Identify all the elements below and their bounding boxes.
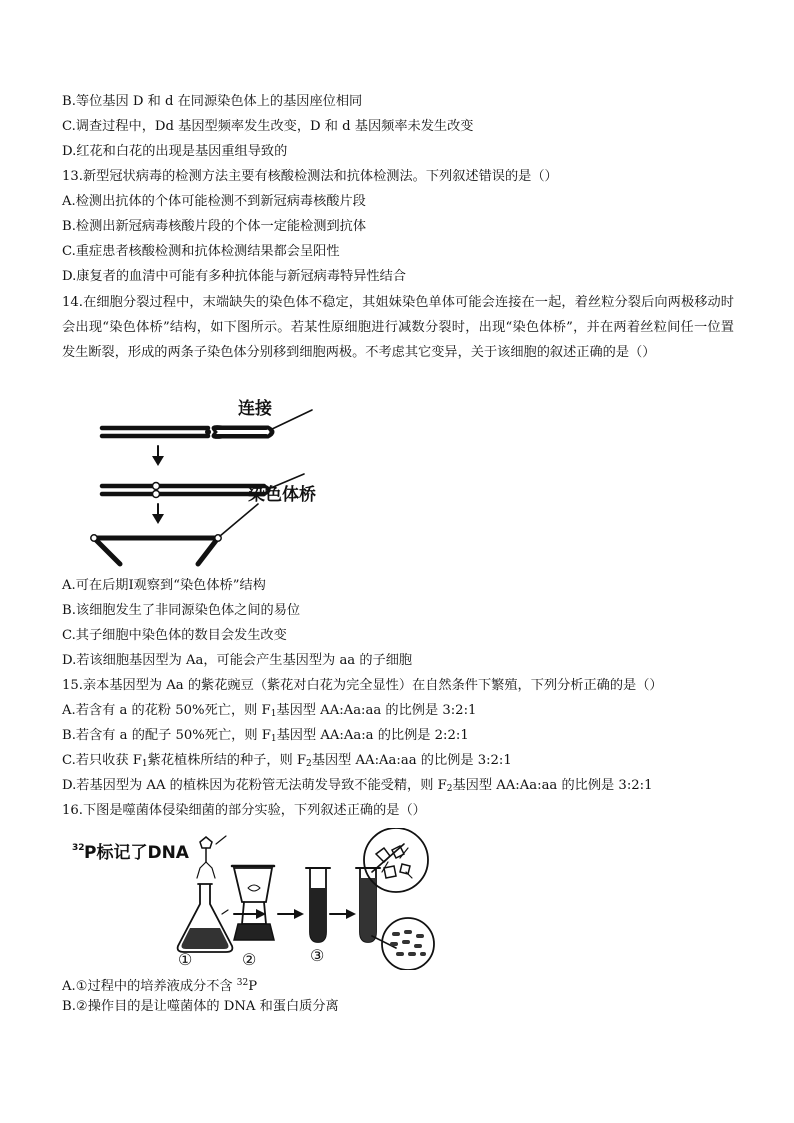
- label-chromosome-bridge: 染色体桥: [248, 485, 316, 505]
- q13-option-c: C.重症患者核酸检测和抗体检测结果都会呈阳性: [62, 244, 340, 259]
- q12-option-b: B.等位基因 D 和 d 在同源染色体上的基因座位相同: [62, 94, 363, 109]
- q13-option-d: D.康复者的血清中可能有多种抗体能与新冠病毒特异性结合: [62, 269, 406, 284]
- chromosome-bridge-figure: [88, 392, 348, 572]
- q12-option-d: D.红花和白花的出现是基因重组导致的: [62, 144, 288, 159]
- q15-option-a: A.若含有 a 的花粉 50%死亡，则 $F_1$基因型 AA:Aa:aa 的比例是 3:2:1: [62, 703, 477, 719]
- q14-option-a: A.可在后期Ⅰ观察到“染色体桥”结构: [62, 578, 266, 593]
- q15-option-b: B.若含有 a 的配子 50%死亡，则 $F_1$基因型 AA:Aa:a 的比例是 2:2:1: [62, 728, 469, 744]
- q14-option-d: D.若该细胞基因型为 Aa，可能会产生基因型为 aa 的子细胞: [62, 653, 413, 668]
- q15-option-d: D.若基因型为 AA 的植株因为花粉管无法萌发导致不能受精，则 $F_2$基因型 AA:Aa:aa 的比例是 3:2:1: [62, 778, 653, 794]
- q14-stem: 14.在细胞分裂过程中，末端缺失的染色体不稳定，其姐妹染色单体可能会连接在一起，着丝粒分裂后向两极移动时会出现“染色体桥”结构，如下图所示。若某性原细胞进行减数分裂时，出现“染色体桥”，并在两着丝粒间任一位置发生断裂，形成的两条子染色体分别移到细胞两极。不考虑其它变异，关于该细胞的叙述正确的是（）: [62, 295, 734, 360]
- q13-stem: 13.新型冠状病毒的检测方法主要有核酸检测法和抗体检测法。下列叙述错误的是（）: [62, 169, 558, 184]
- phage-infection-figure: [66, 828, 436, 970]
- q13-option-b: B.检测出新冠病毒核酸片段的个体一定能检测到抗体: [62, 219, 367, 234]
- step-3-marker: ③: [310, 946, 325, 965]
- q16-option-a: A.①过程中的培养液成分不含 $^{32}$P: [62, 978, 258, 994]
- step-2-marker: ②: [242, 950, 257, 969]
- q16-option-b: B.②操作目的是让噬菌体的 DNA 和蛋白质分离: [62, 999, 339, 1014]
- q12-option-c: C.调查过程中，Dd 基因型频率发生改变，D 和 d 基因频率未发生改变: [62, 119, 474, 134]
- q15-option-c: C.若只收获 $F_1$紫花植株所结的种子，则 $F_2$基因型 AA:Aa:aa 的比例是 3:2:1: [62, 753, 512, 769]
- q15-stem: 15.亲本基因型为 Aa 的紫花豌豆（紫花对白花为完全显性）在自然条件下繁殖，下列分析正确的是（）: [62, 678, 663, 693]
- q14-option-b: B.该细胞发生了非同源染色体之间的易位: [62, 603, 301, 618]
- bacteria-dots: [390, 930, 426, 956]
- label-connect: 连接: [238, 399, 272, 419]
- step-1-marker: ①: [178, 950, 193, 969]
- q16-stem: 16.下图是噬菌体侵染细菌的部分实验，下列叙述正确的是（）: [62, 803, 426, 818]
- q14-option-c: C.其子细胞中染色体的数目会发生改变: [62, 628, 287, 643]
- q13-option-a: A.检测出抗体的个体可能检测不到新冠病毒核酸片段: [62, 194, 366, 209]
- p32-label: P标记了DNA: [84, 843, 189, 863]
- p32-superscript: 32: [72, 843, 85, 853]
